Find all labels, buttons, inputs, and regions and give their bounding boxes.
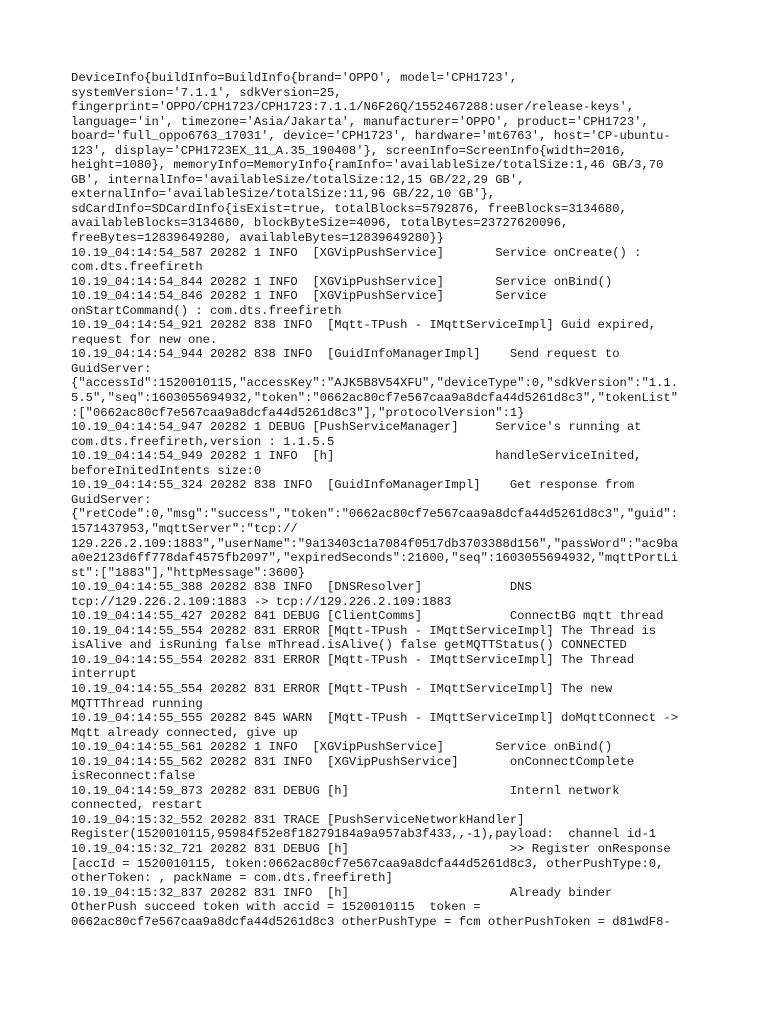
log-line: Mqtt already connected, give up	[71, 725, 298, 740]
log-line: board='full_oppo6763_17031', device='CPH1723', hardware='mt6763', host='CP-ubuntu-	[71, 129, 671, 144]
log-line: 10.19_04:14:55_324 20282 838 INFO [GuidInfoManagerImpl] Get response from	[71, 478, 635, 493]
log-line: GuidServer:	[71, 492, 152, 507]
log-line: com.dts.freefireth	[71, 260, 203, 275]
log-line: interrupt	[71, 667, 137, 682]
log-line: 10.19_04:14:59_873 20282 831 DEBUG [h] Internl network	[71, 783, 620, 798]
log-line: 10.19_04:14:54_587 20282 1 INFO [XGVipPushService] Service onCreate() :	[71, 245, 642, 260]
log-line: 10.19_04:14:54_846 20282 1 INFO [XGVipPushService] Service	[71, 289, 547, 304]
log-line: connected, restart	[71, 798, 203, 813]
log-line: 10.19_04:14:55_427 20282 841 DEBUG [ClientComms] ConnectBG mqtt thread	[71, 609, 664, 624]
log-line: {"accessId":1520010115,"accessKey":"AJK5B8V54XFU","deviceType":0,"sdkVersion":"1.1.	[71, 376, 679, 391]
log-line: GuidServer:	[71, 361, 152, 376]
log-line: OtherPush succeed token with accid = 1520010115 token =	[71, 900, 481, 915]
log-line: 123', display='CPH1723EX_11_A.35_190408'}, screenInfo=ScreenInfo{width=2016,	[71, 143, 627, 158]
log-line: height=1080}, memoryInfo=MemoryInfo{ramInfo='availableSize/totalSize:1,46 GB/3,70	[71, 158, 664, 173]
log-line: MQTTThread running	[71, 696, 203, 711]
log-line: isReconnect:false	[71, 769, 196, 784]
log-line: request for new one.	[71, 332, 218, 347]
log-line: 10.19_04:14:55_561 20282 1 INFO [XGVipPushService] Service onBind()	[71, 740, 613, 755]
log-line: onStartCommand() : com.dts.freefireth	[71, 303, 342, 318]
log-line: 10.19_04:14:54_921 20282 838 INFO [Mqtt-TPush - IMqttServiceImpl] Guid expired,	[71, 318, 657, 333]
log-line: {"retCode":0,"msg":"success","token":"0662ac80cf7e567caa9a8dcfa44d5261d8c3","guid":	[71, 507, 679, 522]
log-line: 10.19_04:14:54_844 20282 1 INFO [XGVipPushService] Service onBind()	[71, 274, 613, 289]
log-line: otherToken: , packName = com.dts.freefireth]	[71, 871, 393, 886]
log-line: 10.19_04:14:55_554 20282 831 ERROR [Mqtt-TPush - IMqttServiceImpl] The Thread is	[71, 623, 657, 638]
log-line: 5.5","seq":1603055694932,"token":"0662ac80cf7e567caa9a8dcfa44d5261d8c3","tokenList"	[71, 391, 679, 406]
log-line: isAlive and isRuning false mThread.isAlive() false getMQTTStatus() CONNECTED	[71, 638, 627, 653]
log-line: DeviceInfo{buildInfo=BuildInfo{brand='OPPO', model='CPH1723',	[71, 71, 518, 85]
log-line: 1571437953,"mqttServer":"tcp://	[71, 521, 298, 536]
log-line: systemVersion='7.1.1', sdkVersion=25,	[71, 85, 342, 100]
log-line: 10.19_04:15:32_837 20282 831 INFO [h] Already binder	[71, 885, 613, 900]
log-line: language='in', timezone='Asia/Jakarta', manufacturer='OPPO', product='CPH1723',	[71, 114, 649, 129]
log-line: 10.19_04:14:55_562 20282 831 INFO [XGVipPushService] onConnectComplete	[71, 754, 635, 769]
log-line: externalInfo='availableSize/totalSize:11,96 GB/22,10 GB'},	[71, 187, 496, 202]
log-line: 10.19_04:14:54_947 20282 1 DEBUG [PushServiceManager] Service's running at	[71, 420, 642, 435]
log-line: fingerprint='OPPO/CPH1723/CPH1723:7.1.1/N6F26Q/1552467288:user/release-keys',	[71, 100, 635, 115]
log-line: 10.19_04:14:55_388 20282 838 INFO [DNSResolver] DNS	[71, 580, 532, 595]
log-line: a0e2123d6ff778daf4575fb2097","expiredSeconds":21600,"seq":1603055694932,"mqttPortLi	[71, 551, 679, 566]
log-line: freeBytes=12839649280, availableBytes=12839649280}}	[71, 231, 444, 246]
log-line: availableBlocks=3134680, blockByteSize=4096, totalBytes=23727620096,	[71, 216, 569, 231]
log-line: 0662ac80cf7e567caa9a8dcfa44d5261d8c3 otherPushType = fcm otherPushToken = d81wdF8-	[71, 914, 671, 929]
log-line: 10.19_04:14:55_555 20282 845 WARN [Mqtt-TPush - IMqttServiceImpl] doMqttConnect ->	[71, 711, 679, 726]
log-line: Register(1520010115,95984f52e8f18279184a9a957ab3f433,,-1),payload: channel id-1	[71, 827, 657, 842]
log-line: 10.19_04:15:32_552 20282 831 TRACE [PushServiceNetworkHandler]	[71, 812, 525, 827]
log-line: 10.19_04:14:55_554 20282 831 ERROR [Mqtt-TPush - IMqttServiceImpl] The new	[71, 681, 613, 696]
log-line: sdCardInfo=SDCardInfo{isExist=true, totalBlocks=5792876, freeBlocks=3134680,	[71, 201, 627, 216]
log-line: 129.226.2.109:1883","userName":"9a13403c1a7084f0517db3703388d156","passWord":"ac9ba	[71, 536, 679, 551]
log-line: 10.19_04:14:54_944 20282 838 INFO [GuidInfoManagerImpl] Send request to	[71, 347, 620, 362]
log-line: beforeInitedIntents size:0	[71, 463, 262, 478]
log-line: tcp://129.226.2.109:1883 -> tcp://129.226.2.109:1883	[71, 594, 452, 609]
log-line: 10.19_04:15:32_721 20282 831 DEBUG [h] >> Register onResponse	[71, 841, 671, 856]
log-line: 10.19_04:14:55_554 20282 831 ERROR [Mqtt-TPush - IMqttServiceImpl] The Thread	[71, 652, 635, 667]
log-line: st":["1883"],"httpMessage":3600}	[71, 565, 306, 580]
log-line: 10.19_04:14:54_949 20282 1 INFO [h] handleServiceInited,	[71, 449, 642, 464]
log-document	[71, 71, 701, 929]
log-line: :["0662ac80cf7e567caa9a8dcfa44d5261d8c3"],"protocolVersion":1}	[71, 405, 525, 420]
log-line: com.dts.freefireth,version : 1.1.5.5	[71, 434, 335, 449]
log-line: [accId = 1520010115, token:0662ac80cf7e567caa9a8dcfa44d5261d8c3, otherPushType:0,	[71, 856, 664, 871]
log-line: GB', internalInfo='availableSize/totalSize:12,15 GB/22,29 GB',	[71, 172, 525, 187]
